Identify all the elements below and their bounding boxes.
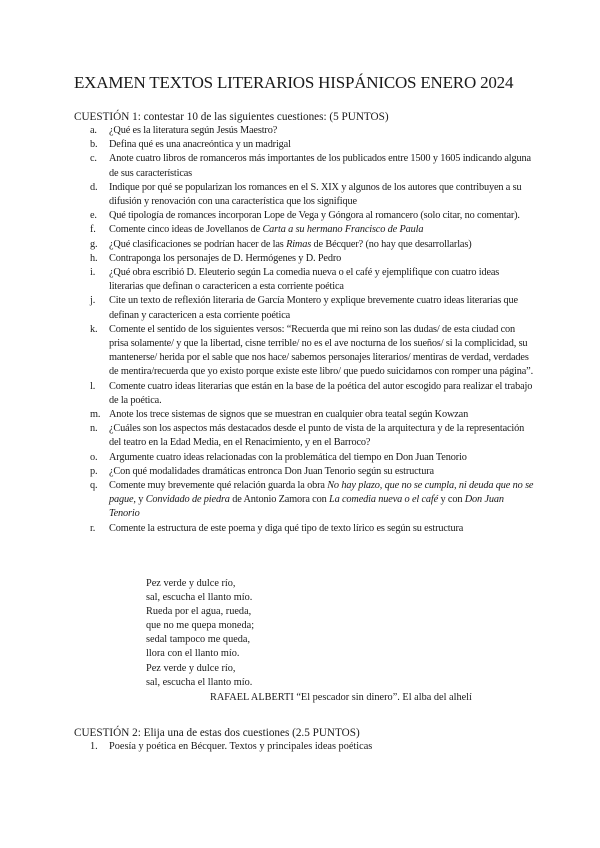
poem-line: sal, escucha el llanto mío.: [146, 592, 253, 604]
item-text: ¿Qué es la literatura según Jesús Maestro?: [109, 125, 278, 136]
item-text-italic: Rimas: [286, 238, 312, 250]
question-2-list: [0, 740, 600, 754]
item-text-italic: La comedia nueva o el café: [329, 494, 439, 506]
list-item: [0, 740, 535, 754]
poem-attribution: RAFAEL ALBERTI “El pescador sin dinero”. El alba del alhelí: [210, 692, 472, 703]
list-item: [0, 465, 535, 479]
item-marker: r.: [90, 522, 96, 534]
list-item: [0, 408, 535, 422]
item-text-italic: No hay plazo, que no se cumpla, ni deuda que no se pague: [109, 480, 534, 506]
item-text: ¿Cuáles son los aspectos más destacados desde el punto de vista de la arquitectura y de la representación del teatro en la Edad Media, en el Renacimiento, y en el Barroco?: [109, 423, 525, 449]
poem-line: Pez verde y dulce río,: [146, 578, 236, 589]
poem-line: llora con el llanto mío.: [146, 648, 240, 660]
item-text-italic: Convidado de piedra: [145, 494, 230, 506]
item-text-italic: Don Juan Tenorio: [109, 494, 504, 520]
item-text: de Antonio Zamora con: [229, 494, 330, 506]
item-marker: h.: [90, 252, 98, 264]
item-text: Comente cinco ideas de Jovellanos de: [109, 224, 263, 236]
list-item: [0, 181, 535, 209]
item-text: Comente muy brevemente qué relación guarda la obra: [109, 480, 328, 492]
item-text: Anote cuatro libros de romanceros más importantes de los publicados entre 1500 y 1605 indicando alguna de sus características: [109, 153, 531, 179]
item-text: ¿Qué clasificaciones se podrían hacer de las: [109, 238, 287, 250]
question-2-heading: CUESTIÓN 2: Elija una de estas dos cuestiones (2.5 PUNTOS): [74, 727, 360, 739]
item-text-italic: Carta a su hermano Francisco de Paula: [262, 224, 424, 236]
poem-line: Pez verde y dulce río,: [146, 662, 236, 674]
list-item: [0, 223, 535, 237]
list-item: [0, 209, 535, 223]
poem-line: sedal tampoco me queda,: [146, 634, 251, 646]
list-item: [0, 451, 535, 465]
poem-line: Rueda por el agua, rueda,: [146, 606, 252, 618]
list-item: [0, 323, 535, 380]
list-item: [0, 294, 535, 322]
item-text: Anote los trece sistemas de signos que se muestran en cualquier obra teatal según Kowzan: [109, 409, 469, 421]
question-1-list: [0, 124, 600, 536]
item-marker: d.: [90, 181, 98, 193]
item-marker: m.: [90, 409, 101, 421]
item-marker: n.: [90, 423, 98, 435]
item-text: Comente cuatro ideas literarias que están en la base de la poética del autor escogido para realizar el trabajo de la poética.: [109, 380, 533, 406]
list-item: [0, 152, 535, 180]
item-marker: 1.: [90, 741, 98, 752]
list-item: [0, 522, 535, 536]
poem-line: sal, escucha el llanto mío.: [146, 676, 253, 688]
item-text: Qué tipología de romances incorporan Lope de Vega y Góngora al romancero (solo citar, no comentar).: [109, 210, 520, 222]
item-text: Comente la estructura de este poema y diga qué tipo de texto lírico es según su estructura: [109, 522, 464, 534]
item-text: ¿Qué obra escribió D. Eleuterio según La comedia nueva o el café y ejemplifique con cuatro ideas literarias que definan o caractericen a esta corriente poética: [109, 267, 500, 293]
list-item: [0, 380, 535, 408]
item-text: Defina qué es una anacreóntica y un madrigal: [109, 139, 291, 151]
item-marker: i.: [90, 267, 96, 279]
item-marker: o.: [90, 451, 98, 463]
list-item: [0, 479, 535, 522]
page-title: EXAMEN TEXTOS LITERARIOS HISPÁNICOS ENERO 2024: [74, 73, 514, 92]
item-marker: k.: [90, 323, 98, 335]
poem: [146, 577, 254, 690]
item-text: Argumente cuatro ideas relacionadas con la problemática del tiempo en Don Juan Tenorio: [109, 451, 467, 463]
item-marker: q.: [90, 480, 98, 492]
item-text: y con: [438, 494, 465, 506]
item-marker: p.: [90, 465, 98, 477]
question-1-heading: CUESTIÓN 1: contestar 10 de las siguientes cuestiones: (5 PUNTOS): [74, 111, 389, 123]
item-text: ¿Con qué modalidades dramáticas entronca Don Juan Tenorio según su estructura: [109, 465, 434, 477]
item-text: , y: [133, 494, 146, 506]
item-marker: g.: [90, 238, 98, 250]
item-marker: b.: [90, 139, 98, 151]
list-item: [0, 124, 535, 138]
item-marker: a.: [90, 125, 97, 136]
item-text: Contraponga los personajes de D. Hermógenes y D. Pedro: [109, 252, 342, 264]
item-text: Cite un texto de reflexión literaria de García Montero y explique brevemente cuatro ideas literarias que definan y caractericen a esta corriente poética: [109, 295, 518, 321]
list-item: [0, 422, 535, 450]
list-item: [0, 266, 535, 294]
item-marker: e.: [90, 210, 97, 222]
list-item: [0, 238, 535, 252]
list-item: [0, 252, 535, 266]
item-text: de Bécquer? (no hay que desarrollarlas): [311, 238, 472, 250]
item-text: Poesía y poética en Bécquer. Textos y principales ideas poéticas: [109, 741, 373, 752]
list-item: [0, 138, 535, 152]
poem-line: que no me quepa moneda;: [146, 620, 255, 632]
item-text: Comente el sentido de los siguientes versos: “Recuerda que mi reino son las dudas/ de esta ciudad con prisa solamente/ y que la libertad, cisne terrible/ no es el ave nocturna de los sueños/ si la complicidad, su mantenerse/ herida por el sable que nos hace/ sabemos personajes literarios/ mentiras de verdad, verdades de mentira/recuerda que yo existo porque existe este libro/ que puedo suicidarnos con romper una página”.: [109, 323, 534, 378]
item-marker: j.: [90, 295, 96, 307]
item-marker: c.: [90, 153, 97, 165]
item-marker: f.: [90, 224, 96, 236]
item-text: Indique por qué se popularizan los romances en el S. XIX y algunos de los autores que contribuyen a su difusión y renovación con una característica que los signifique: [109, 181, 522, 208]
item-marker: l.: [90, 380, 96, 392]
